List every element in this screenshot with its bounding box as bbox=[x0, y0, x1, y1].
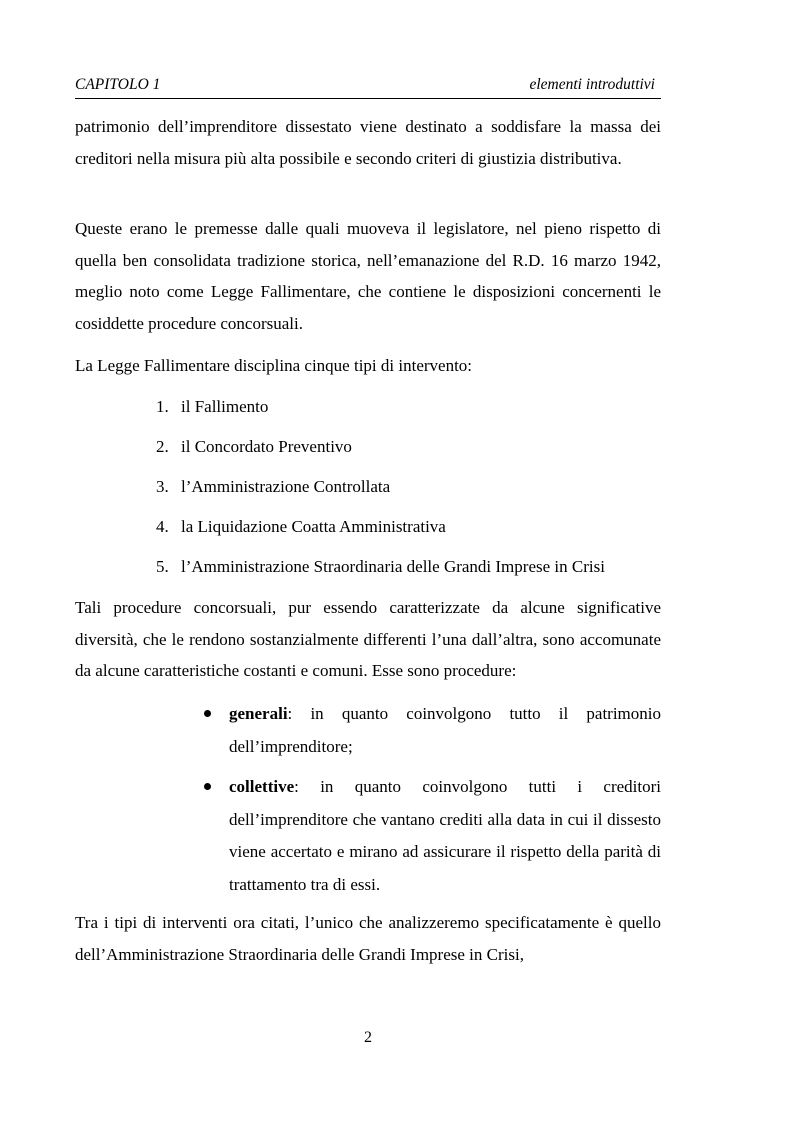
bullet-icon bbox=[204, 710, 211, 717]
numbered-list-item bbox=[156, 436, 352, 458]
list-number: 4. bbox=[156, 517, 169, 536]
bullet-list-item bbox=[229, 698, 661, 763]
section-label: elementi introduttivi bbox=[529, 76, 655, 93]
paragraph: patrimonio dell’imprenditore dissestato viene destinato a soddisfare la massa dei creditori nella misura più alta possibile e secondo criteri di giustizia distributiva. bbox=[75, 117, 661, 168]
list-number: 1. bbox=[156, 397, 169, 416]
list-number: 5. bbox=[156, 557, 169, 576]
numbered-list-item bbox=[156, 556, 605, 578]
paragraph: Tra i tipi di interventi ora citati, l’unico che analizzeremo specificatamente è quello dell’Amministrazione Straordinaria delle Grandi Imprese in Crisi, bbox=[75, 913, 661, 964]
list-text: il Concordato Preventivo bbox=[181, 437, 352, 456]
paragraph: Tali procedure concorsuali, pur essendo caratterizzate da alcune significative diversità, che le rendono sostanzialmente differenti l’una dall’altra, sono accomunate da alcune caratteristiche costanti e comuni. Esse sono procedure: bbox=[75, 598, 661, 680]
bullet-text: : in quanto coinvolgono tutto il patrimonio dell’imprenditore; bbox=[229, 704, 661, 756]
list-text: il Fallimento bbox=[181, 397, 269, 416]
paragraph: La Legge Fallimentare disciplina cinque tipi di intervento: bbox=[75, 356, 473, 375]
bullet-text: : in quanto coinvolgono tutti i creditori dell’imprenditore che vantano crediti alla data in cui il dissesto viene accertato e mirano ad assicurare il rispetto della parità di trattamento tra di essi. bbox=[229, 777, 661, 894]
list-text: l’Amministrazione Straordinaria delle Grandi Imprese in Crisi bbox=[181, 557, 605, 576]
numbered-list-item bbox=[156, 396, 268, 418]
numbered-list-item bbox=[156, 476, 390, 498]
list-text: la Liquidazione Coatta Amministrativa bbox=[181, 517, 446, 536]
running-header bbox=[75, 76, 661, 99]
bullet-list-item bbox=[229, 771, 661, 901]
bullet-term: generali bbox=[229, 704, 288, 723]
bullet-icon bbox=[204, 783, 211, 790]
numbered-list-item bbox=[156, 516, 446, 538]
list-text: l’Amministrazione Controllata bbox=[181, 477, 391, 496]
page-number: 2 bbox=[364, 1029, 372, 1046]
paragraph: Queste erano le premesse dalle quali muoveva il legislatore, nel pieno rispetto di quella ben consolidata tradizione storica, nell’emanazione del R.D. 16 marzo 1942, meglio noto come Legge Fallimentare, che contiene le disposizioni concernenti le cosiddette procedure concorsuali. bbox=[75, 219, 661, 333]
list-number: 3. bbox=[156, 477, 169, 496]
bullet-term: collettive bbox=[229, 777, 295, 796]
chapter-label: CAPITOLO 1 bbox=[75, 76, 161, 93]
list-number: 2. bbox=[156, 437, 169, 456]
